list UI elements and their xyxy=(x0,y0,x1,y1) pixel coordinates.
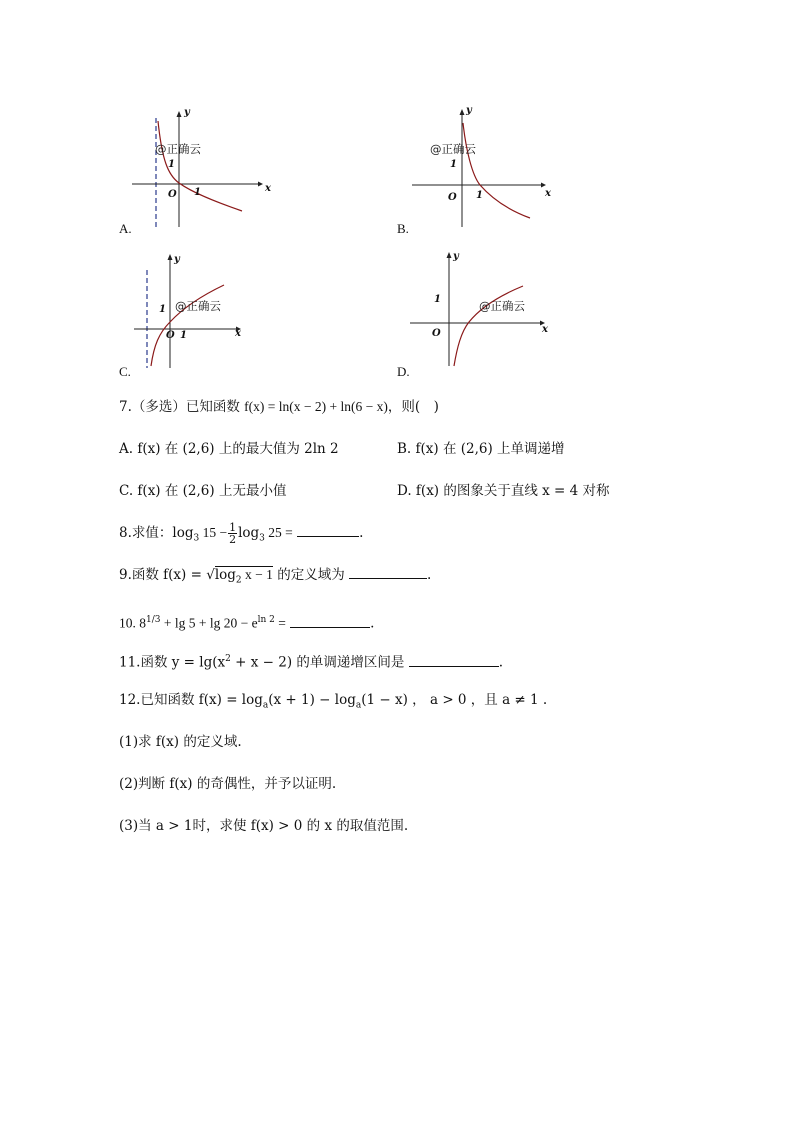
question-9: 9.函数 $f(x) = √\log_2$ x − 1 的定义域为 . xyxy=(119,567,432,586)
q12-text-3: (1 − x) ， a > 0 ，且 a ≠ 1 . xyxy=(361,692,548,708)
function-curve xyxy=(454,286,523,366)
q8-text-4: 25 = xyxy=(264,525,293,540)
q8-text-1: 8.求值：log xyxy=(119,525,194,541)
x-label: x xyxy=(545,188,551,199)
y-one-label: 1 xyxy=(434,294,441,305)
origin-label: O xyxy=(432,328,441,339)
q10-text-3: = xyxy=(274,615,286,631)
y-label: y xyxy=(174,254,180,265)
option-d-label: D. xyxy=(397,364,410,379)
q12-text-1: 12.已知函数 f(x) = log xyxy=(119,692,263,708)
y-label: y xyxy=(466,105,472,116)
q12-part-2: (2)判断 f(x) 的奇偶性，并予以证明. xyxy=(119,776,337,792)
y-axis-arrow xyxy=(460,109,465,115)
x-one-label: 1 xyxy=(476,190,483,201)
q11-text-2: + x − 2) 的单调递增区间是 xyxy=(230,654,405,671)
q8-log-base-1: 3 xyxy=(193,533,200,544)
q9-log: log xyxy=(214,567,236,583)
question-7-stem xyxy=(119,397,439,417)
y-label: y xyxy=(184,107,190,118)
q11-answer-blank[interactable] xyxy=(409,654,499,667)
x-label: x xyxy=(265,183,271,194)
q8-frac-num: 1 xyxy=(229,521,237,534)
q10-exponent: 1/3 xyxy=(146,615,161,625)
q12-log-base-1: a xyxy=(262,700,269,711)
q11-text-1: 11.函数 y = lg(x xyxy=(119,654,226,671)
origin-label: O xyxy=(168,189,177,200)
q9-radicand xyxy=(214,566,273,586)
y-axis-arrow xyxy=(177,111,182,117)
x-one-label: 1 xyxy=(180,330,187,341)
watermark: @正确云 xyxy=(175,299,221,313)
q7-option-b: B. f(x) 在 (2,6) 上单调递增 xyxy=(397,441,565,457)
function-curve xyxy=(151,285,224,366)
x-axis-arrow xyxy=(258,182,263,187)
sqrt-sign: √ xyxy=(206,567,215,583)
graph-c-svg xyxy=(118,250,268,380)
graph-b-svg xyxy=(406,105,556,235)
q8-text-3: log xyxy=(238,525,260,541)
q7-option-c: C. f(x) 在 (2,6) 上无最小值 xyxy=(119,483,287,499)
watermark: @正确云 xyxy=(430,142,476,156)
y-one-label: 1 xyxy=(159,304,166,315)
y-label: y xyxy=(453,251,459,262)
q8-text-2: 15 − xyxy=(199,525,228,540)
q8-fraction xyxy=(228,522,237,545)
q11-square: 2 xyxy=(225,654,231,664)
q7-function: f(x) = ln(x − 2) + ln(6 − x) xyxy=(244,399,388,414)
q9-radicand-rest: x − 1 xyxy=(241,567,273,582)
option-b-label: B. xyxy=(397,221,409,236)
q7-stem-text: 7.（多选）已知函数 xyxy=(119,399,245,415)
q10-answer-blank[interactable] xyxy=(290,615,370,628)
watermark: @正确云 xyxy=(479,299,525,313)
q10-exponent-2: ln 2 xyxy=(257,615,275,625)
graph-d-svg xyxy=(406,250,556,380)
question-8: 8.求值：$\log_3 15$ − $\frac{1}{2}$ $\log_3 25$ = . xyxy=(119,521,364,546)
x-label: x xyxy=(542,324,548,335)
q9-text-2: 的定义域为 xyxy=(272,567,345,583)
origin-label: O xyxy=(448,192,457,203)
question-11: 11.函数 $y = \lg(x^2 + x - 2)$ 的单调递增区间是 . xyxy=(119,654,504,671)
y-axis-arrow xyxy=(168,254,173,260)
x-label: x xyxy=(235,328,241,339)
graph-a-svg xyxy=(118,105,271,235)
q9-log-base: 2 xyxy=(235,575,242,586)
q12-part-3: (3)当 a > 1时，求使 f(x) > 0 的 x 的取值范围. xyxy=(119,818,409,834)
q12-text-2: (x + 1) − log xyxy=(268,692,356,708)
origin-label: O xyxy=(166,330,175,341)
q10-text-1: 10. 8 xyxy=(119,615,146,631)
y-one-label: 1 xyxy=(450,159,457,170)
graph-option-b xyxy=(406,105,556,235)
q8-frac-den: 2 xyxy=(229,533,237,546)
x-one-label: 1 xyxy=(194,187,201,198)
q9-answer-blank[interactable] xyxy=(349,566,427,579)
x-axis-arrow xyxy=(541,183,546,188)
q12-log-base-2: a xyxy=(355,700,362,711)
graph-option-a xyxy=(118,105,271,235)
question-12-stem xyxy=(119,690,547,716)
y-one-label: 1 xyxy=(168,159,175,170)
function-curve xyxy=(463,123,530,218)
q10-text-2: + lg 5 + lg 20 − e xyxy=(160,615,258,631)
q7-option-a: A. f(x) 在 (2,6) 上的最大值为 2ln 2 xyxy=(119,441,339,457)
q12-part-1: (1)求 f(x) 的定义域. xyxy=(119,734,242,750)
q9-text-1: 9.函数 f(x) = xyxy=(119,567,207,583)
watermark: @正确云 xyxy=(155,142,201,156)
graph-option-d xyxy=(406,250,556,380)
q8-answer-blank[interactable] xyxy=(297,524,359,537)
q7-option-d: D. f(x) 的图象关于直线 x = 4 对称 xyxy=(397,483,610,499)
question-10: 10. $8^{1/3} + \lg 5 + \lg 20 - e^{ln 2}$ = . xyxy=(119,615,375,632)
y-axis-arrow xyxy=(447,252,452,258)
graph-option-c xyxy=(118,250,268,380)
q7-stem-end: ，则( ) xyxy=(387,399,439,415)
q8-log-base-2: 3 xyxy=(259,533,265,544)
option-c-label: C. xyxy=(119,364,131,379)
option-a-label: A. xyxy=(119,221,132,236)
